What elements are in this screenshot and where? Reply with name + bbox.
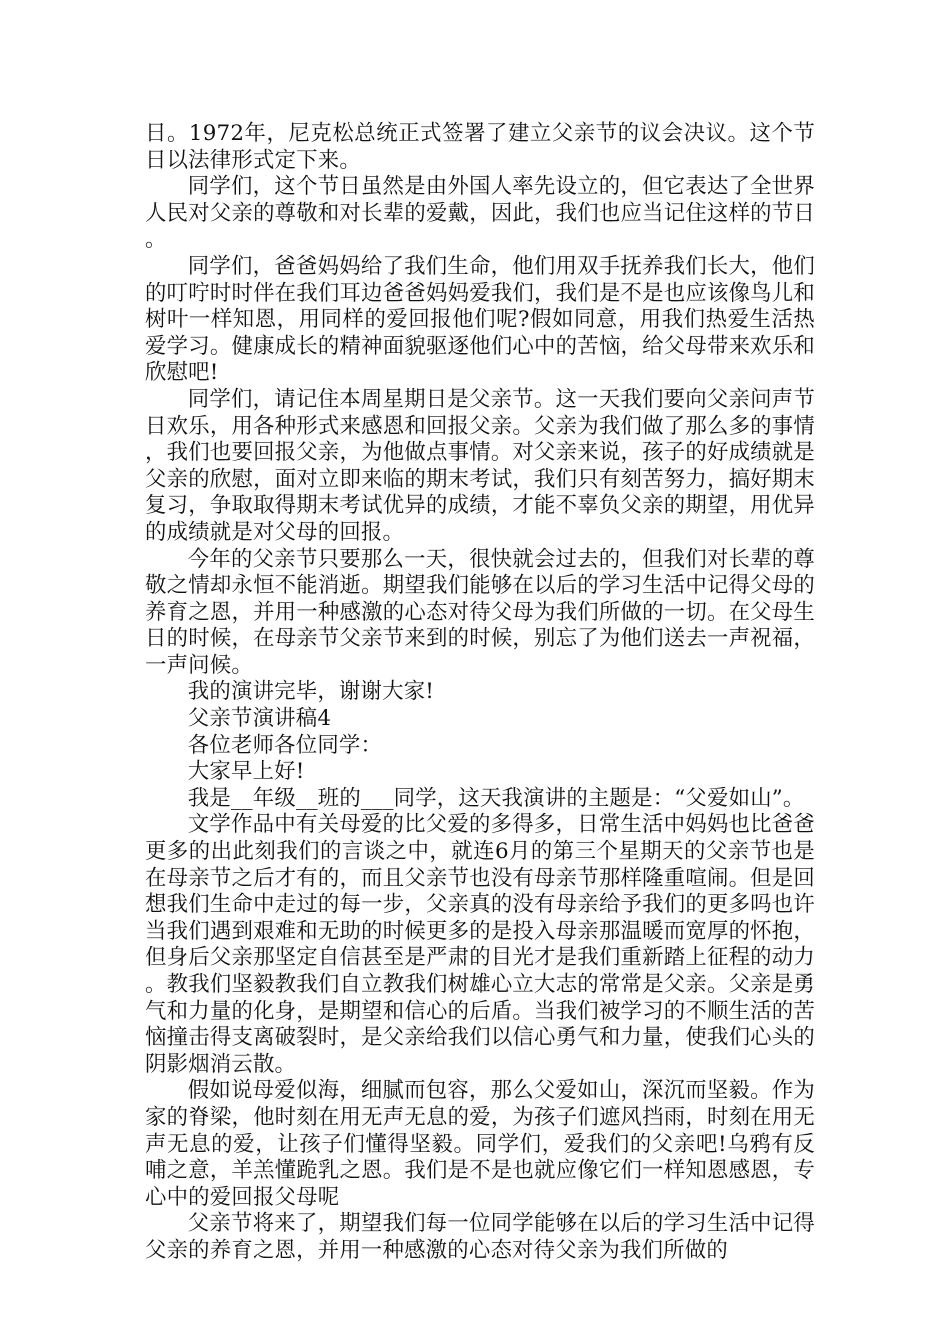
closing-line: 我的演讲完毕，谢谢大家! — [187, 679, 435, 705]
document-body — [145, 121, 815, 1265]
paragraph: 同学们，爸爸妈妈给了我们生命，他们用双手抚养我们长大，他们的叮咛时时伴在我们耳边爸爸妈妈爱我们，我们是不是也应该像鸟儿和树叶一样知恩，用同样的爱回报他们呢?假如同意，用我们热爱生活热爱学习。健康成长的精神面貌驱逐他们心中的苦恼，给父母带来欢乐和欣慰吧! — [145, 253, 815, 386]
paragraph: 假如说母爱似海，细腻而包容，那么父爱如山，深沉而坚毅。作为家的脊梁，他时刻在用无声无息的爱，为孩子们遮风挡雨，时刻在用无声无息的爱，让孩子们懂得坚毅。同学们，爱我们的父亲吧!乌鸦有反哺之意，羊羔懂跪乳之恩。我们是不是也就应像它们一样知恩感恩，专心中的爱回报父母呢 — [145, 1078, 815, 1210]
paragraph: 文学作品中有关母爱的比父爱的多得多，日常生活中妈妈也比爸爸更多的出此刻我们的言谈之中，就连6月的第三个星期天的父亲节也是在母亲节之后才有的，而且父亲节也没有母亲节那样隆重喧闹。但是回想我们生命中走过的每一步，父亲真的没有母亲给予我们的更多吗也许当我们遇到艰难和无助的时候更多的是投入母亲那温暖而宽厚的怀抱，但身后父亲那坚定自信甚至是严肃的目光才是我们重新踏上征程的动力。教我们坚毅教我们自立教我们树雄心立大志的常常是父亲。父亲是勇气和力量的化身，是期望和信心的后盾。当我们被学习的不顺生活的苦恼撞击得支离破裂时，是父亲给我们以信心勇气和力量，使我们心头的阴影烟消云散。 — [145, 812, 815, 1077]
salutation: 各位老师各位同学： — [187, 732, 383, 758]
greeting: 大家早上好! — [187, 759, 305, 785]
paragraph: 同学们，这个节日虽然是由外国人率先设立的，但它表达了全世界人民对父亲的尊敬和对长辈的爱戴，因此，我们也应当记住这样的节日。 — [145, 174, 815, 253]
paragraph: 日。1972年，尼克松总统正式签署了建立父亲节的议会决议。这个节日以法律形式定下来。 — [145, 121, 815, 173]
section-heading: 父亲节演讲稿4 — [187, 706, 332, 732]
paragraph: 父亲节将来了，期望我们每一位同学能够在以后的学习生活中记得父亲的养育之恩，并用一种感激的心态对待父亲为我们所做的 — [145, 1211, 815, 1263]
paragraph: 今年的父亲节只要那么一天，很快就会过去的，但我们对长辈的尊敬之情却永恒不能消逝。期望我们能够在以后的学习生活中记得父母的养育之恩，并用一种感激的心态对待父母为我们所做的一切。在父母生日的时候，在母亲节父亲节来到的时候，别忘了为他们送去一声祝福，一声问候。 — [145, 546, 815, 678]
paragraph: 我是__年级__班的___同学，这天我演讲的主题是：“父爱如山”。 — [187, 785, 805, 811]
paragraph: 同学们，请记住本周星期日是父亲节。这一天我们要向父亲问声节日欢乐，用各种形式来感恩和回报父亲。父亲为我们做了那么多的事情，我们也要回报父亲，为他做点事情。对父亲来说，孩子的好成绩就是父亲的欣慰，面对立即来临的期末考试，我们只有刻苦努力，搞好期末复习，争取取得期末考试优异的成绩，才能不辜负父亲的期望，用优异的成绩就是对父母的回报。 — [145, 386, 815, 545]
